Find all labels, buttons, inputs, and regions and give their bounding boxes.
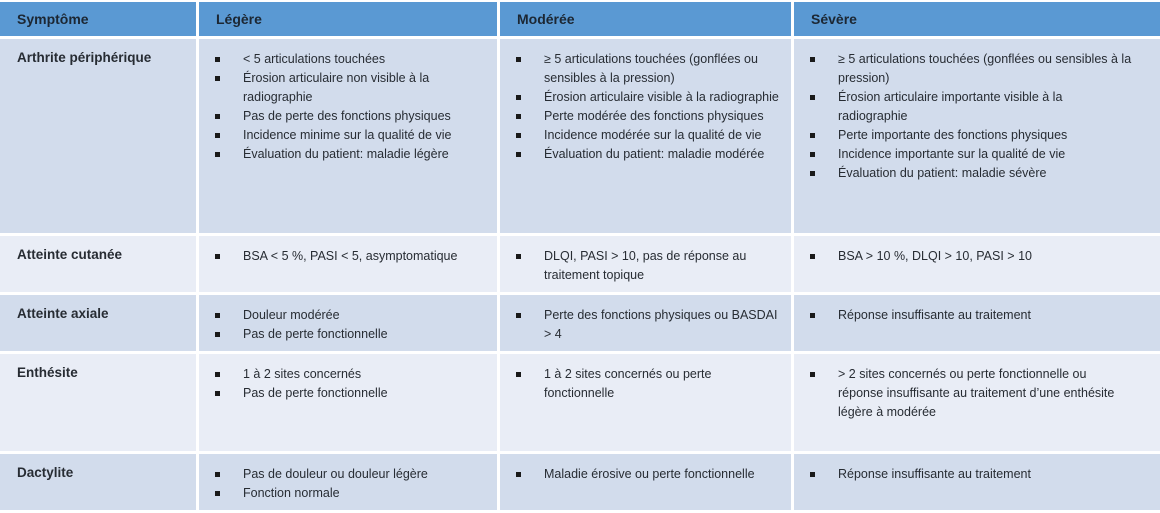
- bullet-text: Incidence minime sur la qualité de vie: [243, 128, 452, 142]
- symptom-label: Atteinte axiale: [0, 295, 199, 354]
- square-bullet-icon: [514, 465, 544, 484]
- bullet-text: > 2 sites concernés ou perte fonctionnelle ou réponse insuffisante au traitement d’une enthésite légère à modérée: [838, 367, 1115, 419]
- bullet-item: [808, 247, 1133, 266]
- bullet-text: Évaluation du patient: maladie sévère: [838, 166, 1047, 180]
- bullet-text: Réponse insuffisante au traitement: [838, 308, 1031, 322]
- bullet-item: [213, 384, 488, 403]
- square-bullet-icon: [514, 126, 544, 145]
- symptom-label: Arthrite périphérique: [0, 39, 199, 236]
- bullet-text: Pas de douleur ou douleur légère: [243, 467, 428, 481]
- severity-cell-severe: [794, 454, 1160, 513]
- bullet-item: [213, 126, 488, 145]
- table-row: [0, 454, 1160, 513]
- severity-cell-moderee: [500, 354, 794, 454]
- bullet-item: [514, 145, 782, 164]
- table-header: [0, 2, 1160, 39]
- severity-cell-moderee: [500, 454, 794, 513]
- bullet-item: [514, 50, 782, 88]
- severity-cell-legere: [199, 354, 500, 454]
- bullet-list: [200, 296, 496, 350]
- severity-cell-severe: [794, 236, 1160, 295]
- square-bullet-icon: [808, 88, 838, 126]
- bullet-list: [501, 237, 790, 291]
- square-bullet-icon: [213, 145, 243, 164]
- bullet-item: [808, 50, 1133, 88]
- bullet-list: [795, 40, 1159, 189]
- severity-cell-legere: [199, 295, 500, 354]
- bullet-item: [808, 465, 1133, 484]
- bullet-text: BSA > 10 %, DLQI > 10, PASI > 10: [838, 249, 1032, 263]
- square-bullet-icon: [213, 365, 243, 384]
- bullet-text: Pas de perte des fonctions physiques: [243, 109, 451, 123]
- bullet-text: 1 à 2 sites concernés ou perte fonctionnelle: [544, 367, 712, 400]
- bullet-list: [795, 237, 1159, 272]
- table-row: [0, 354, 1160, 454]
- bullet-item: [213, 325, 488, 344]
- square-bullet-icon: [808, 164, 838, 183]
- bullet-text: Perte modérée des fonctions physiques: [544, 109, 764, 123]
- bullet-text: Douleur modérée: [243, 308, 340, 322]
- square-bullet-icon: [213, 126, 243, 145]
- severity-cell-legere: [199, 39, 500, 236]
- bullet-text: 1 à 2 sites concernés: [243, 367, 362, 381]
- square-bullet-icon: [213, 325, 243, 344]
- bullet-item: [213, 365, 488, 384]
- table-body: [0, 39, 1160, 513]
- table-row: [0, 236, 1160, 295]
- bullet-item: [213, 484, 488, 503]
- bullet-item: [514, 247, 782, 285]
- bullet-text: BSA < 5 %, PASI < 5, asymptomatique: [243, 249, 458, 263]
- square-bullet-icon: [514, 107, 544, 126]
- bullet-item: [213, 465, 488, 484]
- bullet-text: Maladie érosive ou perte fonctionnelle: [544, 467, 755, 481]
- bullet-text: Pas de perte fonctionnelle: [243, 327, 388, 341]
- bullet-item: [514, 465, 782, 484]
- severity-cell-severe: [794, 354, 1160, 454]
- bullet-item: [514, 126, 782, 145]
- bullet-text: Pas de perte fonctionnelle: [243, 386, 388, 400]
- bullet-text: Évaluation du patient: maladie modérée: [544, 147, 765, 161]
- bullet-list: [501, 296, 790, 350]
- bullet-item: [514, 107, 782, 126]
- severity-cell-severe: [794, 39, 1160, 236]
- table-row: [0, 295, 1160, 354]
- severity-cell-legere: [199, 236, 500, 295]
- severity-table: [0, 2, 1160, 513]
- bullet-text: < 5 articulations touchées: [243, 52, 386, 66]
- severity-table-container: [0, 2, 1160, 513]
- symptom-label: Dactylite: [0, 454, 199, 513]
- square-bullet-icon: [213, 107, 243, 126]
- square-bullet-icon: [808, 145, 838, 164]
- square-bullet-icon: [808, 365, 838, 422]
- square-bullet-icon: [213, 69, 243, 107]
- square-bullet-icon: [808, 306, 838, 325]
- square-bullet-icon: [213, 484, 243, 503]
- symptom-label: Enthésite: [0, 354, 199, 454]
- bullet-item: [213, 69, 488, 107]
- severity-cell-legere: [199, 454, 500, 513]
- bullet-text: Érosion articulaire visible à la radiographie: [544, 90, 779, 104]
- bullet-text: ≥ 5 articulations touchées (gonflées ou sensibles à la pression): [544, 52, 758, 85]
- bullet-list: [200, 455, 496, 509]
- severity-cell-moderee: [500, 295, 794, 354]
- square-bullet-icon: [514, 247, 544, 285]
- bullet-item: [808, 164, 1133, 183]
- bullet-list: [501, 355, 790, 409]
- bullet-item: [514, 365, 782, 403]
- bullet-item: [514, 88, 782, 107]
- square-bullet-icon: [808, 126, 838, 145]
- bullet-item: [808, 365, 1133, 422]
- square-bullet-icon: [808, 50, 838, 88]
- header-row: [0, 2, 1160, 39]
- square-bullet-icon: [213, 247, 243, 266]
- bullet-item: [808, 145, 1133, 164]
- severity-cell-severe: [794, 295, 1160, 354]
- bullet-text: Érosion articulaire importante visible à la radiographie: [838, 90, 1063, 123]
- bullet-item: [808, 306, 1133, 325]
- bullet-text: Fonction normale: [243, 486, 340, 500]
- bullet-item: [213, 145, 488, 164]
- bullet-list: [200, 355, 496, 409]
- bullet-text: Évaluation du patient: maladie légère: [243, 147, 449, 161]
- square-bullet-icon: [514, 50, 544, 88]
- bullet-list: [501, 40, 790, 170]
- bullet-text: Incidence modérée sur la qualité de vie: [544, 128, 762, 142]
- square-bullet-icon: [213, 465, 243, 484]
- square-bullet-icon: [808, 247, 838, 266]
- column-header-severe: Sévère: [794, 2, 1160, 39]
- bullet-text: ≥ 5 articulations touchées (gonflées ou sensibles à la pression): [838, 52, 1132, 85]
- bullet-list: [200, 237, 496, 272]
- bullet-text: Incidence importante sur la qualité de vie: [838, 147, 1066, 161]
- bullet-list: [795, 296, 1159, 331]
- bullet-item: [808, 88, 1133, 126]
- square-bullet-icon: [514, 365, 544, 403]
- bullet-list: [795, 455, 1159, 490]
- bullet-list: [795, 355, 1159, 428]
- bullet-item: [213, 50, 488, 69]
- square-bullet-icon: [514, 306, 544, 344]
- column-header-symptome: Symptôme: [0, 2, 199, 39]
- bullet-text: Érosion articulaire non visible à la radiographie: [243, 71, 430, 104]
- column-header-legere: Légère: [199, 2, 500, 39]
- bullet-item: [213, 306, 488, 325]
- square-bullet-icon: [514, 88, 544, 107]
- severity-cell-moderee: [500, 236, 794, 295]
- bullet-text: Réponse insuffisante au traitement: [838, 467, 1031, 481]
- square-bullet-icon: [514, 145, 544, 164]
- bullet-text: Perte importante des fonctions physiques: [838, 128, 1068, 142]
- severity-cell-moderee: [500, 39, 794, 236]
- bullet-item: [213, 247, 488, 266]
- bullet-item: [213, 107, 488, 126]
- table-row: [0, 39, 1160, 236]
- bullet-list: [200, 40, 496, 170]
- square-bullet-icon: [213, 50, 243, 69]
- bullet-list: [501, 455, 790, 490]
- square-bullet-icon: [213, 384, 243, 403]
- bullet-text: Perte des fonctions physiques ou BASDAI > 4: [544, 308, 778, 341]
- square-bullet-icon: [213, 306, 243, 325]
- square-bullet-icon: [808, 465, 838, 484]
- symptom-label: Atteinte cutanée: [0, 236, 199, 295]
- bullet-item: [808, 126, 1133, 145]
- column-header-moderee: Modérée: [500, 2, 794, 39]
- bullet-item: [514, 306, 782, 344]
- bullet-text: DLQI, PASI > 10, pas de réponse au traitement topique: [544, 249, 747, 282]
